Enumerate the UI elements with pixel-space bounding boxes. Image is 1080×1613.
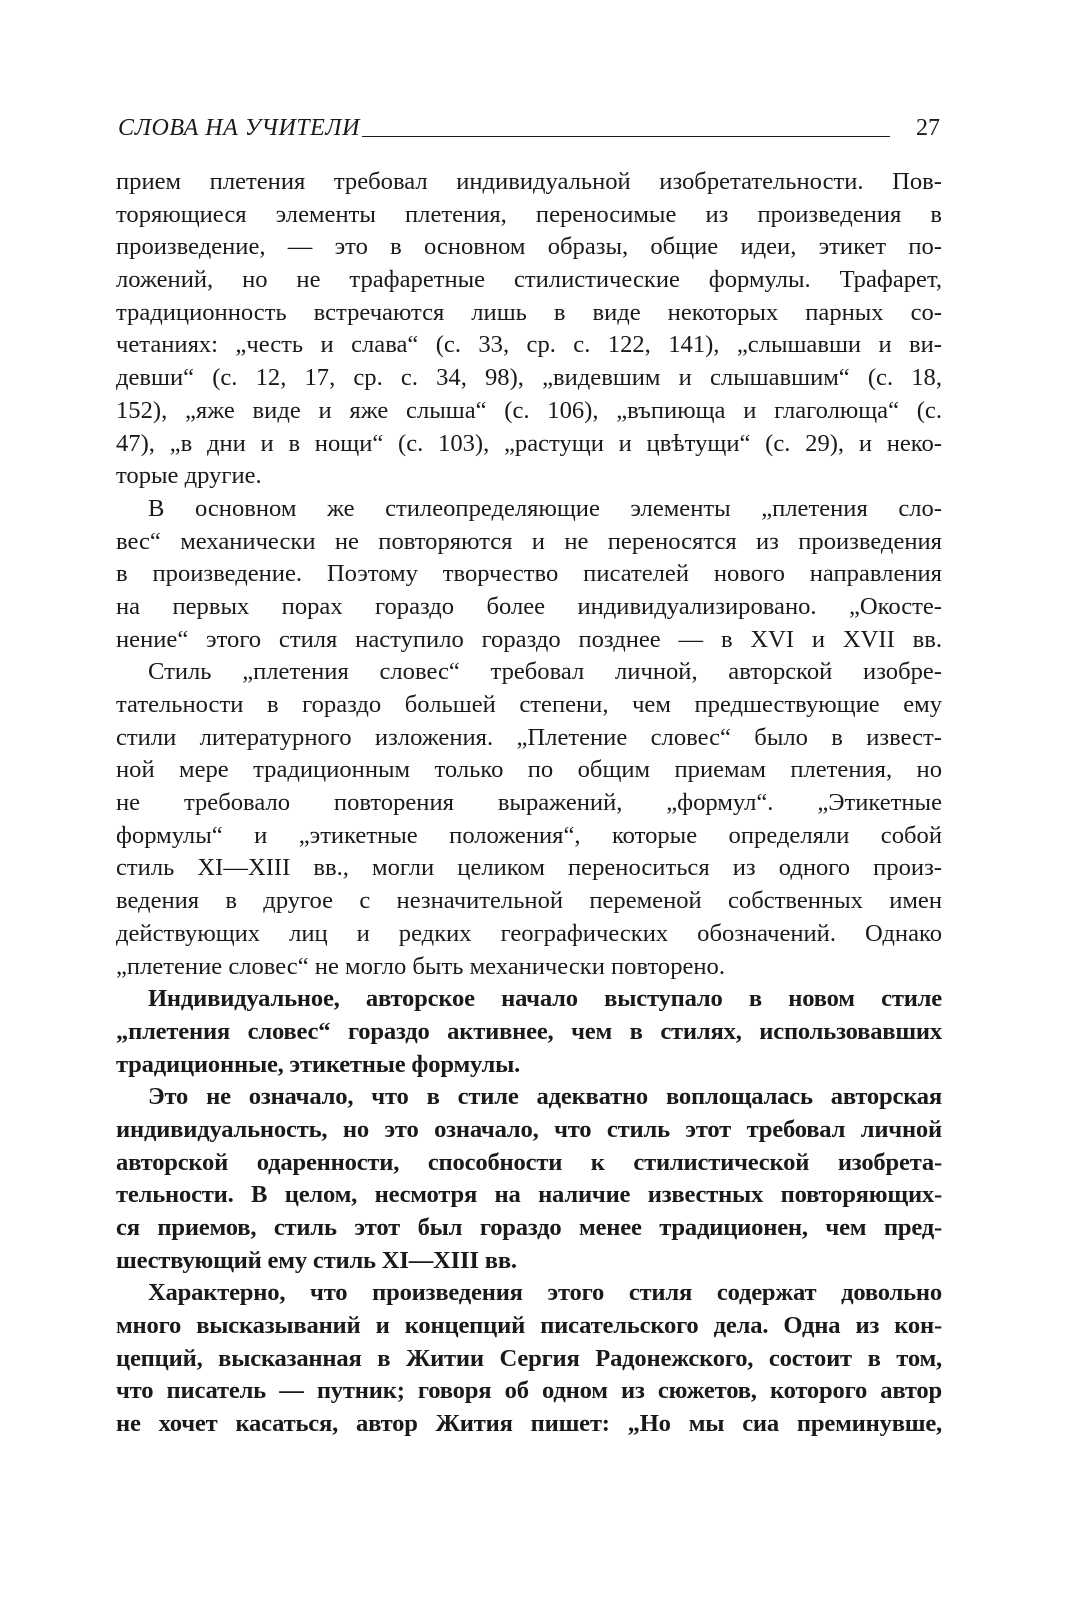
- text-line: Индивидуальное, авторское начало выступало в новом стиле: [148, 985, 942, 1013]
- text-body: [116, 166, 942, 1441]
- text-line: не хочет касаться, автор Жития пишет: „Но мы сиа преминувше,: [116, 1410, 942, 1438]
- text-line: торые другие.: [116, 462, 262, 490]
- text-line: шествующий ему стиль XI—XIII вв.: [116, 1246, 517, 1274]
- paragraph-4: [116, 983, 942, 1081]
- text-line: много высказываний и концепций писательского дела. Одна из кон-: [116, 1312, 942, 1340]
- text-line: тельности. В целом, несмотря на наличие известных повторяющих-: [116, 1181, 942, 1209]
- paragraph-1: [116, 166, 942, 493]
- paragraph-6: [116, 1277, 942, 1440]
- text-line: что писатель — путник; говоря об одном из сюжетов, которого автор: [116, 1377, 942, 1405]
- text-line: не требовало повторения выражений, „формул“. „Этикетные: [116, 789, 942, 817]
- paragraph-5: [116, 1081, 942, 1277]
- text-line: прием плетения требовал индивидуальной изобретательности. Пов-: [116, 168, 942, 195]
- header-rule: [362, 136, 890, 137]
- text-line: произведение, — это в основном образы, общие идеи, этикет по-: [116, 233, 942, 261]
- text-line: ложений, но не трафаретные стилистические формулы. Трафарет,: [116, 266, 942, 294]
- text-line: 47), „в дни и в нощи“ (с. 103), „растущи и цвѣтущи“ (с. 29), и неко-: [116, 429, 942, 457]
- text-line: индивидуальность, но это означало, что стиль этот требовал личной: [116, 1115, 942, 1143]
- page-number: 27: [916, 115, 940, 141]
- text-line: цепций, высказанная в Житии Сергия Радонежского, состоит в том,: [116, 1344, 942, 1372]
- text-line: нение“ этого стиля наступило гораздо позднее — в XVI и XVII вв.: [116, 625, 942, 653]
- text-line: Стиль „плетения словес“ требовал личной, авторской изобре-: [148, 658, 942, 686]
- text-line: ся приемов, стиль этот был гораздо менее традиционен, чем пред-: [116, 1214, 942, 1241]
- text-line: ведения в другое с незначительной переменой собственных имен: [116, 887, 942, 915]
- text-line: девши“ (с. 12, 17, ср. с. 34, 98), „видевшим и слышавшим“ (с. 18,: [116, 364, 942, 392]
- text-line: Характерно, что произведения этого стиля содержат довольно: [148, 1279, 942, 1307]
- text-line: формулы“ и „этикетные положения“, которые определяли собой: [116, 821, 942, 849]
- text-line: авторской одаренности, способности к стилистической изобрета-: [116, 1148, 942, 1176]
- text-line: стили литературного изложения. „Плетение словес“ было в извест-: [116, 723, 942, 751]
- text-line: традиционные, этикетные формулы.: [116, 1050, 521, 1078]
- running-title: СЛОВА НА УЧИТЕЛИ: [118, 115, 360, 141]
- text-line: стиль XI—XIII вв., могли целиком переноситься из одного произ-: [116, 854, 942, 882]
- text-line: действующих лиц и редких географических обозначений. Однако: [116, 919, 942, 947]
- text-line: Это не означало, что в стиле адекватно воплощалась авторская: [148, 1083, 942, 1111]
- text-line: „плетения словес“ гораздо активнее, чем в стилях, использовавших: [116, 1017, 942, 1045]
- text-line: „плетение словес“ не могло быть механически повторено.: [116, 952, 726, 980]
- text-line: тательности в гораздо большей степени, чем предшествующие ему: [116, 691, 942, 718]
- text-line: четаниях: „честь и слава“ (с. 33, ср. с. 122, 141), „слышавши и ви-: [116, 331, 942, 359]
- text-line: традиционность встречаются лишь в виде некоторых парных со-: [116, 298, 942, 326]
- text-line: на первых порах гораздо более индивидуализировано. „Окосте-: [116, 592, 942, 620]
- text-line: 152), „яже виде и яже слыша“ (с. 106), „въпиюща и глаголюща“ (с.: [116, 396, 942, 424]
- text-line: В основном же стилеопределяющие элементы „плетения сло-: [148, 494, 942, 522]
- text-line: вес“ механически не повторяются и не переносятся из произведения: [116, 527, 942, 555]
- text-line: ной мере традиционным только по общим приемам плетения, но: [116, 756, 942, 784]
- paragraph-3: [116, 656, 942, 983]
- text-line: торяющиеся элементы плетения, переносимые из произведения в: [116, 200, 942, 228]
- paragraph-2: [116, 493, 942, 656]
- running-header: [118, 106, 940, 140]
- text-line: в произведение. Поэтому творчество писателей нового направления: [116, 560, 942, 588]
- bold-section: [116, 983, 942, 1441]
